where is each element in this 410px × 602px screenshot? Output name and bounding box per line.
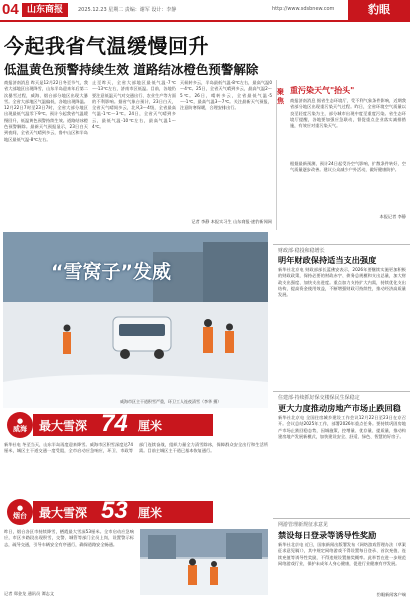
lead-byline: 记者 李静 本报实习生 山东商报·速豹新闻网 xyxy=(191,219,272,224)
yantai-stat-bar xyxy=(3,497,268,527)
divider xyxy=(273,391,410,392)
housing-kicker: 住建部·持续抓好保交楼保民生保稳定 xyxy=(278,395,360,401)
main-headline: 今起我省气温缓慢回升 xyxy=(4,34,209,58)
page-header xyxy=(0,0,410,22)
divider xyxy=(273,244,410,245)
lead-column-2: 止至昨天，全省大部地区最低气温-7℃～-13℃左右，济南市区低温。目前，各地仍要注意低温天气对交通出行、农业生产等方面的不利影响。据省气象台预计，23日白天，全省天气晴间多云，北风3～4级，全省最高气温-1℃～3℃。24日，全省天气晴到多云，最低气温-10℃左右，最高气温1～4℃。 xyxy=(92,80,176,130)
pin-icon: ● xyxy=(16,417,24,425)
divider xyxy=(273,518,410,519)
snow-street-scene xyxy=(140,529,268,595)
yantai-byline: 记者 郑金龙 通讯员 谭志文 xyxy=(4,591,55,596)
yantai-city-badge: ● 烟台 xyxy=(7,499,33,525)
right-top-text-2: 根据最新预测，预计24日起受冷空气影响，扩散条件转好，空气质量逐步改善。建议公众减少户外活动，做好健康防护。 xyxy=(290,161,406,173)
right-top-title: 重污染天气"抬头" xyxy=(290,86,355,95)
yantai-photo xyxy=(140,529,268,595)
lead-column-1: 商报济南消息 昨天是12月22日冬至节气，我省大部地区出现降雪，山东半岛迎来年后第二次暴雪过程，威海、烟台部分地区出现大暴雪。全省大部地区气温偏低，各地出现降温。12月22日7时至23日7时，全省大部分地区出现最低气温零下9℃。预计今起我省气温缓慢回升，低温黄色预警持续生效。道路结冰橙色预警解除。最新天气预报显示，23日白天到夜间，全省天气晴到多云，鲁中山区和半岛地区最低气温-8℃左右。 xyxy=(4,80,88,142)
yantai-snow-unit: 厘米 xyxy=(138,506,163,520)
finance-title: 明年财政保持适当支出强度 xyxy=(278,255,377,265)
games-kicker: 网游管理新规征求意见 xyxy=(278,522,329,528)
weihai-text: 新华社电 冬至当天，山东半岛再度迎来降雪。威海市区积雪深度达74厘米，城区主干道交通一度受阻，全市启动应急响应，环卫、市政等部门连续奋战，组织力量全力清雪除冰，保障群众安全出行和生活所需。目前主城区主干道已基本恢复通行。 xyxy=(4,442,268,454)
issue-meta: 2025.12.23 星期二 责编：谢军 设计：李静 xyxy=(78,7,177,13)
weihai-stat-bar xyxy=(3,410,268,440)
housing-text: 新华社北京电 全国住房城乡建设工作会议12月22日至23日在京召开。会议总结2025年工作，部署2026年重点任务。要持续巩固房地产市场止跌回稳态势，因城施策，控增量、优存量、提质量，推动构建房地产发展新模式，加快建设安全、舒适、绿色、智慧的好房子。 xyxy=(278,415,406,439)
games-title: 禁设每日登录等诱导性奖励 xyxy=(278,530,377,540)
main-subheadline: 低温黄色预警持续生效 道路结冰橙色预警解除 xyxy=(4,62,259,77)
yantai-stat-label: 最大雪深 xyxy=(39,506,88,520)
paper-url[interactable]: http://www.sdsbnew.com xyxy=(272,6,335,12)
photo-headline: “雪窝子”发威 xyxy=(51,261,171,283)
weihai-city-badge: ● 威海 xyxy=(7,412,33,438)
weihai-snow-unit: 厘米 xyxy=(138,419,163,433)
photo-caption: 威海市区主干道积雪严重，环卫工人连夜清雪（李华 摄） xyxy=(120,399,222,404)
lead-column-3: 天候转多云，半岛最低气温-8℃左右，最高气温0～4℃。25日，全省天气晴到多云，最高气温2～5℃。26日，晴转多云，全省最低气温-5～-1℃，最高气温3～7℃。关注最新天气预报，注意防寒保暖，合理安排出行。 xyxy=(180,80,272,111)
page-number: 04 xyxy=(2,1,19,18)
footer-note: 豹眼新闻客户端 xyxy=(376,592,406,597)
pin-icon: ● xyxy=(16,504,24,512)
finance-text: 新华社北京电 财政部部长蓝佛安表示，2026年要继续实施更加积极的财政政策，保持必要的财政赤字、债务总规模和支出总量，加大财政支出强度、加快支出进度。重点加力支持扩大内需，持续优化支出结构，提高资金使用效益，不断增强财政可持续性，推动经济高质量发展。 xyxy=(278,267,406,298)
section-tag: 豹眼 xyxy=(348,0,410,20)
housing-title: 更大力度推动房地产市场止跌回稳 xyxy=(278,403,401,413)
weihai-snow-depth: 74 xyxy=(101,410,128,437)
focus-label: 聚焦 xyxy=(277,88,284,105)
finance-kicker: 财政部·稳投和稳增长 xyxy=(278,248,325,254)
yantai-snow-depth: 53 xyxy=(101,497,128,524)
weihai-stat-label: 最大雪深 xyxy=(39,419,88,433)
games-text: 新华社北京电 近日，国家新闻出版署发布《网络游戏管理办法（草案征求意见稿）》，其中规定网络游戏不得设置每日登录、首次充值、连续充值等诱导性奖励，不得违规设置抽奖概率。此举旨在进一步规范网络游戏行业，保护未成年人身心健康，促进行业健康有序发展。 xyxy=(278,542,406,566)
yantai-text: 昨日，烟台各区市持续降雪，栖霞最大雪深53厘米。全市启动应急响应，市区多路段出现积雪，交警、城管等部门全员上岗，设置警示标志，疏导交通，引导车辆安全有序通行，确保道路安全畅通。 xyxy=(4,529,134,547)
paper-name: 山东商报 xyxy=(22,3,68,17)
snow-photo xyxy=(3,232,268,408)
right-top-text: 商报济南消息 据省生态环境厅，受不利气象条件影响，近期我省部分地区出现重污染天气过程。昨日，全省环境空气质量以良至轻度污染为主，部分城市出现中度至重度污染。省生态环境厅提醒，各地要加强应急联动，督促重点企业落实减排措施，有效应对重污染天气。 xyxy=(290,98,406,129)
right-top-byline: 本报记者 李静 xyxy=(379,214,406,219)
